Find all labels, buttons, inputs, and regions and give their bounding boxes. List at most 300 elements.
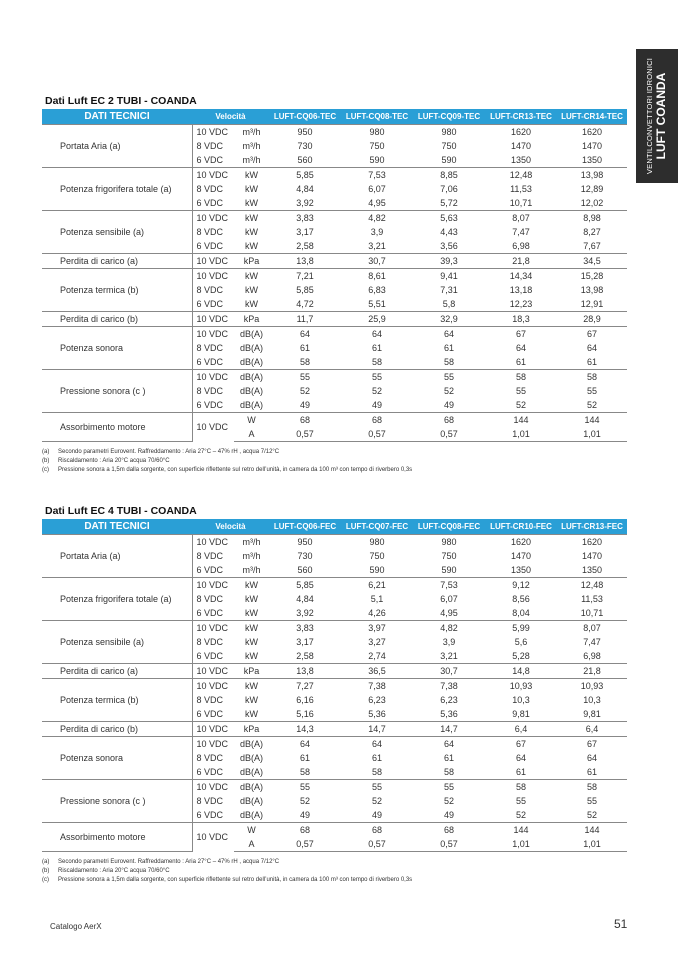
- value-cell: 7,31: [440, 285, 458, 295]
- value-cell: 52: [557, 398, 627, 413]
- footnote-text: Secondo parametri Eurovent. Raffreddamento : Aria 27°C – 47% rH , acqua 7/12°C: [58, 859, 280, 865]
- table-title: Dati Luft EC 2 TUBI - COANDA: [45, 95, 197, 107]
- unit-cell: kW: [234, 196, 269, 211]
- header-model: LUFT-CQ06-TEC: [269, 109, 341, 125]
- value-cell: 6,23: [368, 695, 386, 705]
- value-cell: 6,98: [485, 239, 557, 254]
- unit-cell: dB(A): [234, 737, 269, 752]
- speed-cell: 8 VDC: [192, 549, 234, 563]
- value-cell: 64: [413, 737, 485, 752]
- table-row: [42, 535, 627, 550]
- speed-cell: 10 VDC: [192, 535, 234, 550]
- speed-cell: 10 VDC: [192, 823, 234, 852]
- table-row: [42, 679, 627, 694]
- row-label: Assorbimento motore: [42, 413, 192, 442]
- value-cell: 9,41: [413, 269, 485, 284]
- value-cell: 3,27: [368, 637, 386, 647]
- value-cell: 52: [443, 386, 454, 396]
- footnote-text: Pressione sonora a 1,5m dalla sorgente, con superficie riflettente sul retro dell’unità, in camera da 100 m³ con tempo di riverbero 0,3s: [58, 877, 413, 883]
- value-cell: 0,57: [269, 427, 341, 442]
- value-cell: 64: [413, 327, 485, 342]
- value-cell: 58: [269, 355, 341, 370]
- unit-cell: m³/h: [234, 153, 269, 168]
- table-title: Dati Luft EC 4 TUBI - COANDA: [45, 505, 197, 517]
- value-cell: 55: [413, 780, 485, 795]
- speed-cell: 10 VDC: [192, 312, 234, 327]
- value-cell: 8,27: [583, 227, 601, 237]
- section-tab: [636, 49, 678, 183]
- value-cell: 3,21: [413, 649, 485, 664]
- value-cell: 1620: [485, 535, 557, 550]
- header-model: LUFT-CR13-FEC: [557, 519, 627, 535]
- value-cell: 950: [269, 535, 341, 550]
- table-row: [42, 125, 627, 140]
- value-cell: 68: [341, 823, 413, 838]
- value-cell: 3,92: [269, 606, 341, 621]
- catalog-name: Catalogo AerX: [50, 922, 102, 931]
- speed-cell: 10 VDC: [192, 370, 234, 385]
- value-cell: 5,51: [341, 297, 413, 312]
- value-cell: 18,3: [485, 312, 557, 327]
- row-label: Assorbimento motore: [42, 823, 192, 852]
- value-cell: 8,07: [485, 211, 557, 226]
- footnotes: [42, 858, 627, 885]
- value-cell: 64: [515, 753, 526, 763]
- unit-cell: kW: [234, 211, 269, 226]
- unit-cell: kW: [245, 184, 258, 194]
- footnote-text: Riscaldamento : Aria 20°C acqua 70/60°C: [58, 458, 170, 464]
- row-label: Pressione sonora (c ): [42, 370, 192, 413]
- row-label: Potenza termica (b): [42, 269, 192, 312]
- unit-cell: kW: [234, 707, 269, 722]
- value-cell: 55: [515, 796, 526, 806]
- value-cell: 6,83: [368, 285, 386, 295]
- value-cell: 55: [586, 386, 597, 396]
- value-cell: 1,01: [557, 837, 627, 852]
- value-cell: 55: [341, 370, 413, 385]
- value-cell: 1,01: [557, 427, 627, 442]
- header-model: LUFT-CQ08-TEC: [341, 109, 413, 125]
- value-cell: 1470: [510, 551, 532, 561]
- speed-cell: 8 VDC: [192, 592, 234, 606]
- unit-cell: kW: [234, 239, 269, 254]
- value-cell: 1350: [485, 153, 557, 168]
- value-cell: 12,48: [557, 578, 627, 593]
- unit-cell: dB(A): [234, 398, 269, 413]
- row-label: Potenza sonora: [42, 737, 192, 780]
- unit-cell: m³/h: [234, 563, 269, 578]
- value-cell: 21,8: [557, 664, 627, 679]
- value-cell: 55: [413, 370, 485, 385]
- footnote-text: Riscaldamento : Aria 20°C acqua 70/60°C: [58, 868, 170, 874]
- value-cell: 10,71: [557, 606, 627, 621]
- value-cell: 67: [485, 327, 557, 342]
- value-cell: 5,36: [341, 707, 413, 722]
- unit-cell: kW: [234, 679, 269, 694]
- value-cell: 30,7: [413, 664, 485, 679]
- value-cell: 5,85: [269, 578, 341, 593]
- value-cell: 7,53: [341, 168, 413, 183]
- speed-cell: 6 VDC: [192, 297, 234, 312]
- value-cell: 4,82: [341, 211, 413, 226]
- table-row: [42, 211, 627, 226]
- value-cell: 11,53: [581, 594, 603, 604]
- row-label: Potenza sensibile (a): [42, 621, 192, 664]
- speed-cell: 8 VDC: [192, 384, 234, 398]
- value-cell: 13,98: [557, 168, 627, 183]
- unit-cell: m³/h: [234, 125, 269, 140]
- value-cell: 730: [297, 551, 313, 561]
- speed-cell: 8 VDC: [192, 635, 234, 649]
- value-cell: 61: [557, 765, 627, 780]
- speed-cell: 6 VDC: [192, 808, 234, 823]
- value-cell: 7,06: [440, 184, 458, 194]
- value-cell: 5,72: [413, 196, 485, 211]
- speed-cell: 10 VDC: [192, 722, 234, 737]
- value-cell: 25,9: [341, 312, 413, 327]
- value-cell: 9,81: [485, 707, 557, 722]
- spec-table: [42, 109, 627, 442]
- value-cell: 4,26: [341, 606, 413, 621]
- value-cell: 144: [485, 413, 557, 428]
- unit-cell: kW: [234, 621, 269, 636]
- row-label: Pressione sonora (c ): [42, 780, 192, 823]
- value-cell: 6,23: [440, 695, 458, 705]
- table-row: [42, 413, 627, 428]
- value-cell: 61: [485, 355, 557, 370]
- value-cell: 8,85: [413, 168, 485, 183]
- value-cell: 590: [341, 563, 413, 578]
- header-model: LUFT-CQ07-FEC: [341, 519, 413, 535]
- footnote-mark: (c): [42, 467, 49, 473]
- speed-cell: 6 VDC: [192, 563, 234, 578]
- value-cell: 68: [413, 413, 485, 428]
- value-cell: 980: [413, 535, 485, 550]
- value-cell: 3,9: [370, 227, 384, 237]
- value-cell: 8,61: [341, 269, 413, 284]
- row-label: Portata Aria (a): [42, 125, 192, 168]
- footnote: [42, 457, 627, 466]
- speed-cell: 6 VDC: [192, 398, 234, 413]
- value-cell: 7,21: [269, 269, 341, 284]
- value-cell: 49: [413, 808, 485, 823]
- value-cell: 49: [341, 808, 413, 823]
- table-row: [42, 269, 627, 284]
- footnote: [42, 876, 627, 885]
- value-cell: 10,3: [512, 695, 530, 705]
- value-cell: 144: [557, 413, 627, 428]
- unit-cell: dB(A): [234, 327, 269, 342]
- value-cell: 6,07: [440, 594, 458, 604]
- speed-cell: 10 VDC: [192, 621, 234, 636]
- unit-cell: dB(A): [234, 370, 269, 385]
- speed-cell: 6 VDC: [192, 765, 234, 780]
- footnote-mark: (c): [42, 877, 49, 883]
- value-cell: 0,57: [413, 837, 485, 852]
- speed-cell: 10 VDC: [192, 269, 234, 284]
- value-cell: 1350: [557, 563, 627, 578]
- value-cell: 5,16: [269, 707, 341, 722]
- value-cell: 61: [299, 753, 310, 763]
- value-cell: 5,28: [485, 649, 557, 664]
- header-model: LUFT-CQ09-TEC: [413, 109, 485, 125]
- value-cell: 14,7: [341, 722, 413, 737]
- unit-cell: kW: [234, 168, 269, 183]
- footnote-mark: (a): [42, 859, 50, 865]
- value-cell: 58: [413, 765, 485, 780]
- speed-cell: 8 VDC: [192, 794, 234, 808]
- value-cell: 7,67: [557, 239, 627, 254]
- header-model: LUFT-CR10-FEC: [485, 519, 557, 535]
- row-label: Potenza frigorifera totale (a): [42, 578, 192, 621]
- value-cell: 28,9: [557, 312, 627, 327]
- value-cell: 58: [485, 370, 557, 385]
- section-title: LUFT COANDA: [653, 72, 668, 160]
- value-cell: 3,17: [296, 227, 314, 237]
- value-cell: 61: [557, 355, 627, 370]
- value-cell: 4,95: [413, 606, 485, 621]
- value-cell: 55: [515, 386, 526, 396]
- value-cell: 55: [341, 780, 413, 795]
- value-cell: 1470: [581, 551, 603, 561]
- value-cell: 64: [586, 753, 597, 763]
- value-cell: 5,85: [296, 285, 314, 295]
- value-cell: 8,56: [512, 594, 530, 604]
- value-cell: 58: [557, 370, 627, 385]
- value-cell: 7,53: [413, 578, 485, 593]
- header-velocita: Velocità: [192, 519, 269, 535]
- value-cell: 6,98: [557, 649, 627, 664]
- value-cell: 12,48: [485, 168, 557, 183]
- value-cell: 7,27: [269, 679, 341, 694]
- value-cell: 5,6: [514, 637, 528, 647]
- value-cell: 590: [341, 153, 413, 168]
- speed-cell: 6 VDC: [192, 355, 234, 370]
- value-cell: 68: [269, 823, 341, 838]
- value-cell: 6,4: [485, 722, 557, 737]
- table-row: [42, 254, 627, 269]
- value-cell: 52: [485, 398, 557, 413]
- value-cell: 68: [341, 413, 413, 428]
- value-cell: 36,5: [341, 664, 413, 679]
- value-cell: 560: [269, 153, 341, 168]
- value-cell: 14,8: [485, 664, 557, 679]
- value-cell: 5,8: [413, 297, 485, 312]
- table-row: [42, 168, 627, 183]
- speed-cell: 8 VDC: [192, 751, 234, 765]
- value-cell: 4,82: [413, 621, 485, 636]
- unit-cell: dB(A): [239, 343, 263, 353]
- speed-cell: 6 VDC: [192, 196, 234, 211]
- value-cell: 950: [269, 125, 341, 140]
- table-row: [42, 370, 627, 385]
- value-cell: 32,9: [413, 312, 485, 327]
- value-cell: 8,98: [557, 211, 627, 226]
- value-cell: 13,98: [580, 285, 604, 295]
- value-cell: 10,93: [557, 679, 627, 694]
- speed-cell: 8 VDC: [192, 693, 234, 707]
- table-row: [42, 722, 627, 737]
- unit-cell: kW: [245, 637, 258, 647]
- value-cell: 5,85: [269, 168, 341, 183]
- value-cell: 8,07: [557, 621, 627, 636]
- speed-cell: 10 VDC: [192, 664, 234, 679]
- value-cell: 13,18: [509, 285, 533, 295]
- table-row: [42, 823, 627, 838]
- unit-cell: m³/h: [242, 141, 261, 151]
- value-cell: 7,47: [512, 227, 530, 237]
- value-cell: 67: [557, 327, 627, 342]
- header-model: LUFT-CQ06-FEC: [269, 519, 341, 535]
- value-cell: 58: [341, 765, 413, 780]
- value-cell: 6,4: [557, 722, 627, 737]
- footnote-text: Pressione sonora a 1,5m dalla sorgente, con superficie riflettente sul retro dell’unità, in camera da 100 m³ con tempo di riverbero 0,3s: [58, 467, 413, 473]
- value-cell: 21,8: [485, 254, 557, 269]
- value-cell: 980: [341, 535, 413, 550]
- value-cell: 68: [269, 413, 341, 428]
- value-cell: 61: [443, 753, 454, 763]
- unit-cell: kW: [245, 285, 258, 295]
- footnote-mark: (a): [42, 449, 50, 455]
- value-cell: 64: [269, 327, 341, 342]
- footnote: [42, 466, 627, 475]
- value-cell: 750: [441, 141, 457, 151]
- unit-cell: kW: [234, 269, 269, 284]
- value-cell: 9,81: [557, 707, 627, 722]
- value-cell: 61: [371, 343, 382, 353]
- value-cell: 13,8: [269, 664, 341, 679]
- value-cell: 0,57: [269, 837, 341, 852]
- footnotes: [42, 448, 627, 475]
- footnote-text: Secondo parametri Eurovent. Raffreddamento : Aria 27°C – 47% rH , acqua 7/12°C: [58, 449, 280, 455]
- speed-cell: 6 VDC: [192, 649, 234, 664]
- value-cell: 7,47: [583, 637, 601, 647]
- value-cell: 4,84: [296, 594, 314, 604]
- unit-cell: dB(A): [234, 808, 269, 823]
- value-cell: 67: [557, 737, 627, 752]
- spec-table: [42, 519, 627, 852]
- footnote: [42, 867, 627, 876]
- value-cell: 52: [299, 386, 310, 396]
- value-cell: 5,63: [413, 211, 485, 226]
- value-cell: 14,3: [269, 722, 341, 737]
- value-cell: 730: [297, 141, 313, 151]
- unit-cell: kPa: [234, 722, 269, 737]
- value-cell: 12,23: [485, 297, 557, 312]
- value-cell: 4,43: [440, 227, 458, 237]
- value-cell: 55: [269, 780, 341, 795]
- value-cell: 61: [443, 343, 454, 353]
- speed-cell: 8 VDC: [192, 283, 234, 297]
- page-number: 51: [614, 917, 628, 931]
- speed-cell: 8 VDC: [192, 225, 234, 239]
- table-block-2-tubi: [42, 95, 627, 475]
- unit-cell: dB(A): [234, 780, 269, 795]
- value-cell: 0,57: [341, 427, 413, 442]
- value-cell: 1350: [485, 563, 557, 578]
- unit-cell: W: [234, 823, 269, 838]
- value-cell: 2,74: [341, 649, 413, 664]
- row-label: Perdita di carico (b): [42, 312, 192, 327]
- row-label: Perdita di carico (a): [42, 664, 192, 679]
- value-cell: 750: [441, 551, 457, 561]
- speed-cell: 8 VDC: [192, 182, 234, 196]
- footnote-mark: (b): [42, 458, 50, 464]
- value-cell: 144: [485, 823, 557, 838]
- speed-cell: 10 VDC: [192, 737, 234, 752]
- unit-cell: W: [234, 413, 269, 428]
- value-cell: 64: [341, 327, 413, 342]
- unit-cell: kW: [245, 594, 258, 604]
- value-cell: 12,02: [557, 196, 627, 211]
- value-cell: 58: [557, 780, 627, 795]
- unit-cell: kW: [245, 227, 258, 237]
- value-cell: 49: [269, 808, 341, 823]
- value-cell: 12,91: [557, 297, 627, 312]
- value-cell: 1,01: [485, 427, 557, 442]
- value-cell: 49: [341, 398, 413, 413]
- value-cell: 980: [413, 125, 485, 140]
- value-cell: 8,04: [485, 606, 557, 621]
- speed-cell: 6 VDC: [192, 707, 234, 722]
- value-cell: 39,3: [413, 254, 485, 269]
- footnote: [42, 448, 627, 457]
- value-cell: 58: [341, 355, 413, 370]
- value-cell: 58: [413, 355, 485, 370]
- value-cell: 750: [369, 551, 385, 561]
- value-cell: 3,83: [269, 621, 341, 636]
- speed-cell: 10 VDC: [192, 125, 234, 140]
- value-cell: 49: [413, 398, 485, 413]
- unit-cell: m³/h: [234, 535, 269, 550]
- speed-cell: 10 VDC: [192, 211, 234, 226]
- unit-cell: kPa: [234, 254, 269, 269]
- value-cell: 5,1: [370, 594, 384, 604]
- value-cell: 52: [299, 796, 310, 806]
- value-cell: 12,89: [580, 184, 604, 194]
- value-cell: 3,83: [269, 211, 341, 226]
- header-model: LUFT-CQ08-FEC: [413, 519, 485, 535]
- value-cell: 11,53: [510, 184, 532, 194]
- unit-cell: kPa: [234, 312, 269, 327]
- speed-cell: 6 VDC: [192, 606, 234, 621]
- unit-cell: dB(A): [239, 386, 263, 396]
- unit-cell: A: [234, 837, 269, 852]
- row-label: Potenza termica (b): [42, 679, 192, 722]
- unit-cell: kW: [234, 297, 269, 312]
- value-cell: 10,93: [485, 679, 557, 694]
- table-row: [42, 621, 627, 636]
- value-cell: 560: [269, 563, 341, 578]
- value-cell: 144: [557, 823, 627, 838]
- unit-cell: kW: [234, 606, 269, 621]
- value-cell: 1470: [581, 141, 603, 151]
- value-cell: 1350: [557, 153, 627, 168]
- header-velocita: Velocità: [192, 109, 269, 125]
- value-cell: 55: [586, 796, 597, 806]
- value-cell: 61: [371, 753, 382, 763]
- section-subtitle: VENTILCONVETTORI IDRONICI: [644, 57, 654, 175]
- value-cell: 58: [485, 780, 557, 795]
- value-cell: 3,56: [413, 239, 485, 254]
- speed-cell: 10 VDC: [192, 679, 234, 694]
- value-cell: 590: [413, 563, 485, 578]
- value-cell: 750: [369, 141, 385, 151]
- value-cell: 590: [413, 153, 485, 168]
- speed-cell: 10 VDC: [192, 578, 234, 593]
- value-cell: 64: [586, 343, 597, 353]
- row-label: Potenza frigorifera totale (a): [42, 168, 192, 211]
